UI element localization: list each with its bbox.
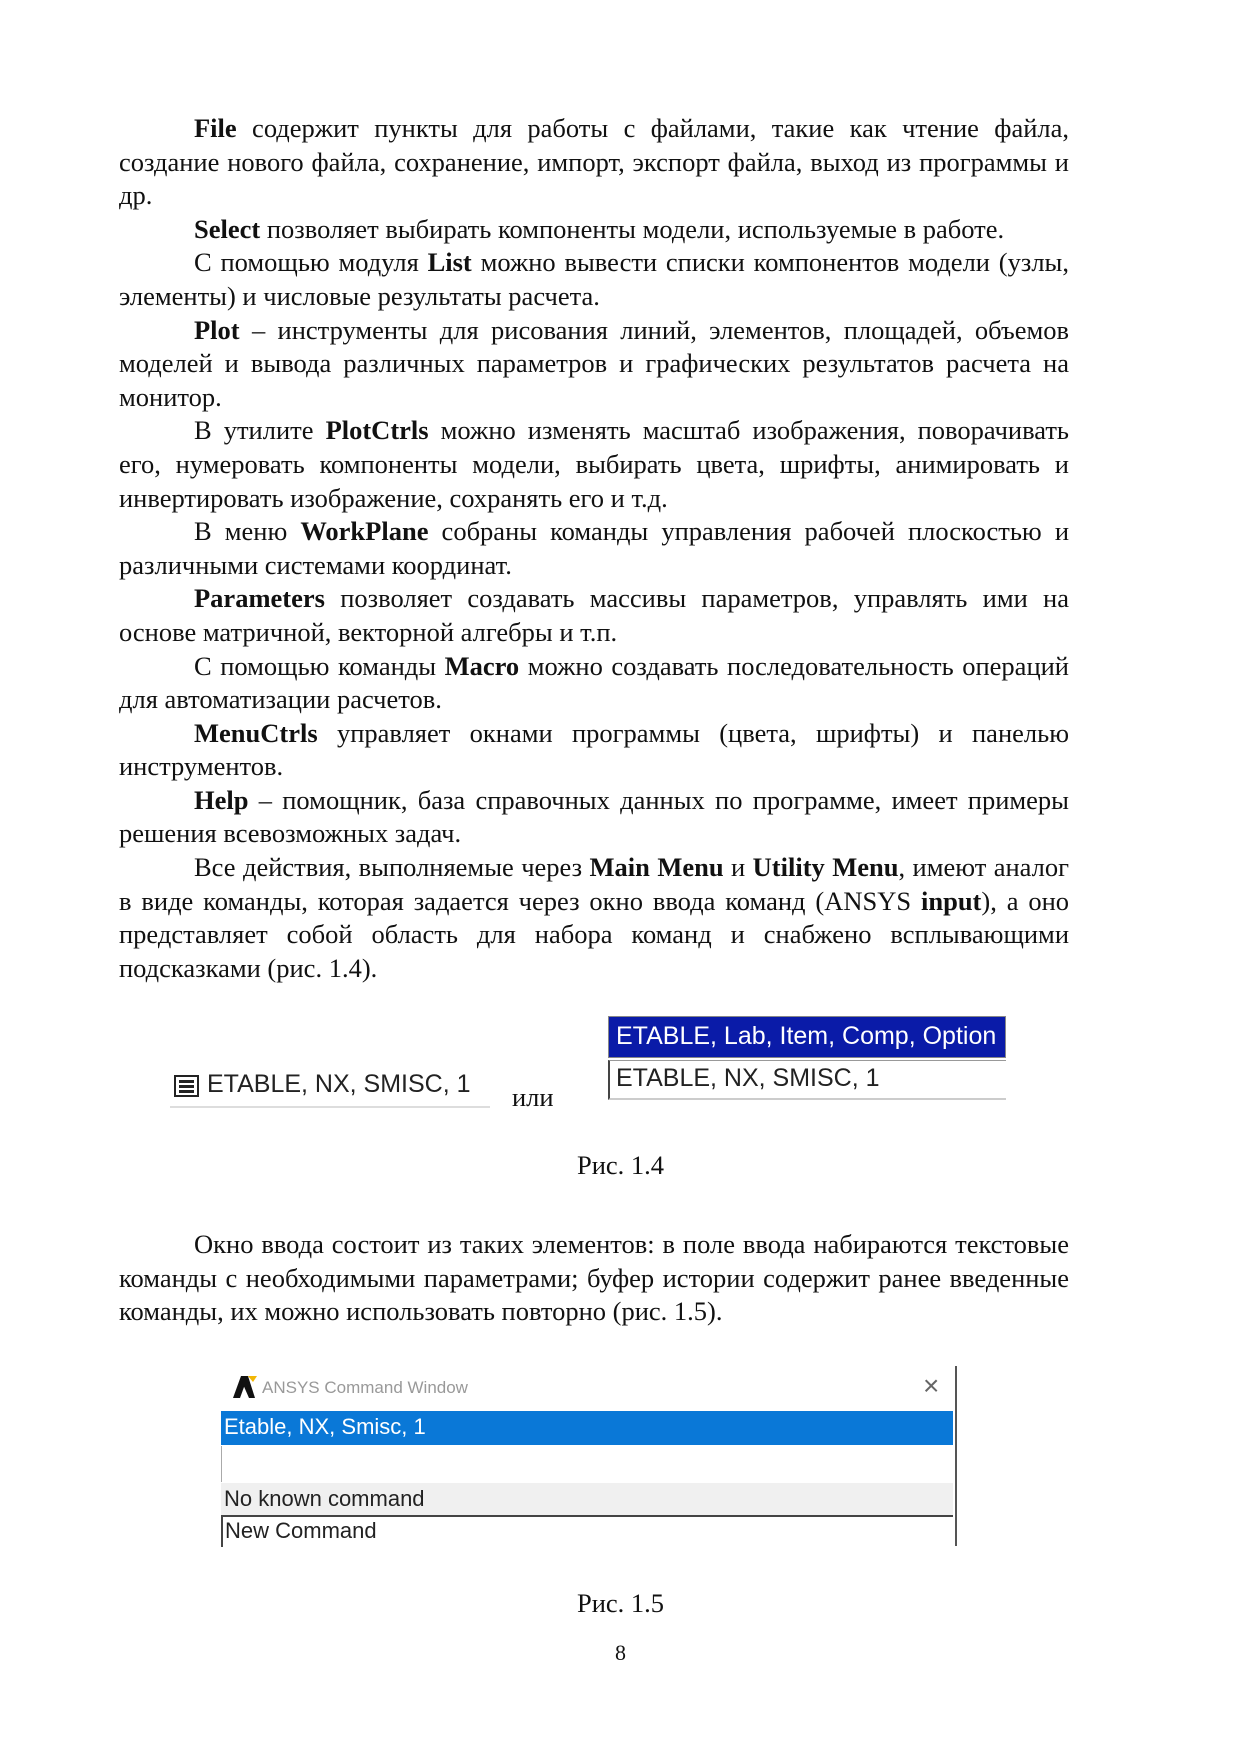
or-word: или: [512, 1082, 554, 1112]
paragraph-plot: [119, 314, 1069, 415]
body-text-2: [119, 1228, 1069, 1329]
paragraph-text: можно вывести списки компонентов модели (узлы, элементы) и числовые результаты расчета.: [119, 247, 1069, 311]
term-help: Help: [194, 784, 249, 815]
window-title: ANSYS Command Window: [262, 1378, 468, 1397]
paragraph-macro: [119, 650, 1069, 717]
ansys-logo-icon: [233, 1376, 257, 1398]
status-line: [221, 1483, 953, 1517]
term-macro: Macro: [444, 650, 520, 681]
term-workplane: WorkPlane: [300, 516, 429, 547]
term-plot: Plot: [194, 314, 240, 345]
paragraph-list: [119, 246, 1069, 313]
page-number: 8: [615, 1640, 626, 1665]
history-buffer[interactable]: [221, 1446, 954, 1482]
paragraph-text: – помощник, база справочных данных по программе, имеет примеры решения всевозможных задач.: [119, 784, 1069, 849]
figure-caption-1-4: Рис. 1.4: [576, 1150, 665, 1180]
paragraph-text: собраны команды управления рабочей плоскостью и различными системами координат.: [119, 516, 1069, 580]
paragraph-text: содержит пункты для работы с файлами, такие как чтение файла, создание нового файла, сохранение, импорт, экспорт файла, выход из программы и др.: [119, 113, 1069, 211]
paragraph-text: можно создавать последовательность операций для автоматизации расчетов.: [119, 650, 1069, 715]
paragraph-text: В меню: [194, 516, 301, 547]
command-input-text: New Command: [225, 1518, 377, 1543]
paragraph-input-window: Окно ввода состоит из таких элементов: в поле ввода набираются текстовые команды с необходимыми параметрами; буфер истории содержит ранее введенные команды, их можно использовать повторно (рис. 1.5).: [119, 1229, 1069, 1327]
term-list: List: [427, 247, 472, 278]
paragraph-text: Все действия, выполняемые через: [194, 852, 590, 883]
paragraph-text: позволяет выбирать компоненты модели, используемые в работе.: [260, 213, 1005, 244]
term-main-menu: Main Menu: [589, 852, 724, 883]
input-underline: [170, 1106, 490, 1108]
command-input-text: ETABLE, NX, SMISC, 1: [616, 1064, 880, 1092]
paragraph-text: С помощью команды: [194, 650, 445, 681]
paragraph-plotctrls: [119, 414, 1069, 515]
paragraph-menuctrls: [119, 717, 1069, 784]
command-input-value[interactable]: ETABLE, NX, SMISC, 1: [207, 1070, 471, 1098]
paragraph-text: управляет окнами программы (цвета, шрифты) и панелью инструментов.: [119, 717, 1069, 782]
paragraph-text: В утилите: [194, 415, 326, 446]
window-titlebar: [219, 1366, 955, 1410]
paragraph-workplane: [119, 515, 1069, 582]
close-icon[interactable]: ×: [923, 1370, 940, 1401]
paragraph-parameters: [119, 582, 1069, 649]
term-menuctrls: MenuCtrls: [194, 717, 318, 748]
ansys-command-window: [219, 1366, 957, 1546]
status-text: No known command: [224, 1486, 425, 1511]
tooltip-text: ETABLE, Lab, Item, Comp, Option: [616, 1022, 997, 1050]
paragraph-text: С помощью модуля: [194, 247, 428, 278]
paragraph-text: , имеют аналог в виде команды, которая задается через окно ввода команд (ANSYS: [119, 852, 1069, 916]
keyboard-icon: [174, 1075, 199, 1097]
paragraph-text: – инструменты для рисования линий, элементов, площадей, объемов моделей и вывода различных параметров и графических результатов расчета на монитор.: [119, 314, 1069, 412]
paragraph-file: [119, 112, 1069, 213]
paragraph-help: [119, 784, 1069, 851]
paragraph-select: [119, 213, 1069, 247]
history-item-text: Etable, NX, Smisc, 1: [224, 1414, 426, 1439]
term-file: File: [194, 113, 237, 143]
history-item-selected[interactable]: [221, 1411, 953, 1445]
term-parameters: Parameters: [194, 583, 325, 614]
term-select: Select: [194, 213, 261, 244]
paragraph-text: можно изменять масштаб изображения, поворачивать его, нумеровать компоненты модели, выбирать цвета, шрифты, анимировать и инвертировать изображение, сохранять его и т.д.: [119, 415, 1070, 513]
command-line-screenshot: [170, 1064, 490, 1110]
paragraph-text: и: [723, 852, 753, 883]
body-text: [119, 112, 1069, 985]
term-plotctrls: PlotCtrls: [325, 415, 429, 446]
syntax-tooltip: [608, 1016, 1006, 1058]
paragraph-main-menu: [119, 851, 1069, 985]
term-input: input: [920, 885, 982, 916]
paragraph-text: ), а оно представляет собой область для набора команд и снабжено всплывающими подсказками (рис. 1.4).: [119, 885, 1069, 983]
paragraph-text: позволяет создавать массивы параметров, управлять ими на основе матричной, векторной алгебры и т.п.: [119, 583, 1069, 647]
term-utility-menu: Utility Menu: [752, 852, 899, 883]
command-input-field[interactable]: [608, 1060, 1006, 1100]
command-tooltip-screenshot: [608, 1016, 1006, 1100]
figure-caption-1-5: Рис. 1.5: [576, 1588, 665, 1618]
command-input-field[interactable]: [221, 1517, 955, 1547]
